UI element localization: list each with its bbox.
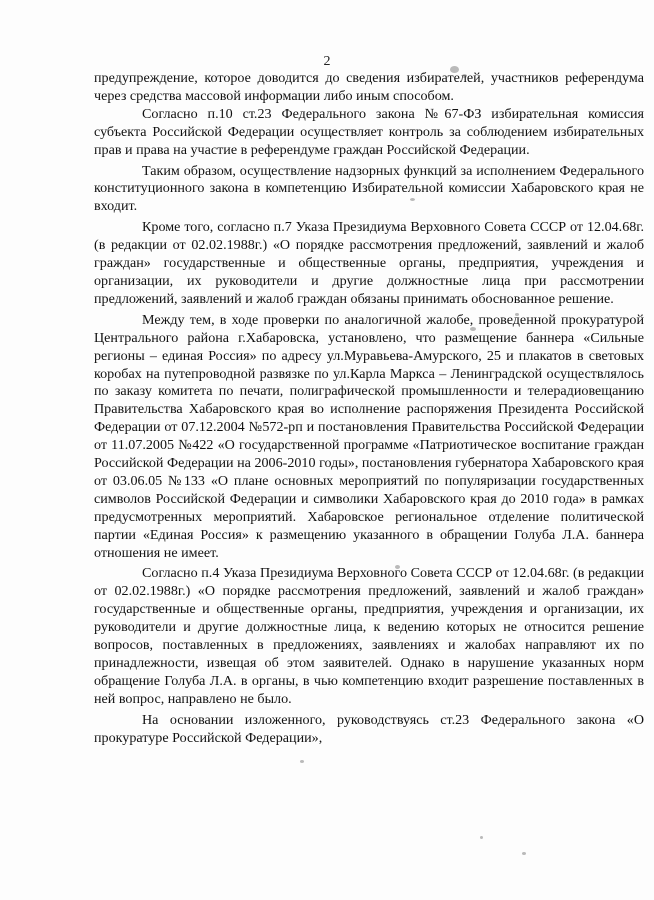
paragraph-final: На основании изложенного, руководствуясь ст.23 Федерального закона «О прокуратуре Российской Федерации», — [94, 711, 644, 746]
paragraph-continuation: предупреждение, которое доводится до сведения избирателей, участников референдума через средства массовой информации либо иным способом. — [94, 70, 644, 104]
page-number: 2 — [323, 54, 331, 69]
paragraph-electoral-commission: Согласно п.10 ст.23 Федерального закона №67-ФЗ избирательная комиссия субъекта Российской Федерации осуществляет контроль за соблюдением избирательных прав и права на участие в референдуме граждан Российской Федерации. — [94, 105, 644, 158]
paragraph-decree-p4: Согласно п.4 Указа Президиума Верховного Совета СССР от 12.04.68г. (в редакции от 02.02.1988г.) «О порядке рассмотрения предложений, заявлений и жалоб граждан» государственные и общественные органы, предприятия, учреждения и организации, их руководители и другие должностные лица, к ведению которых не относится решение вопросов, поставленных в предложениях, заявлениях и жалобах направляют их по принадлежности, извещая об этом заявителей. Однако в нарушение указанных норм обращение Голуба Л.А. в органы, в чью компетенцию входит разрешение поставленных в ней вопрос, направлено не было. — [94, 565, 644, 707]
paragraph-banner-investigation: Между тем, в ходе проверки по аналогичной жалобе, проведенной прокуратурой Центрального района г.Хабаровска, установлено, что размещение баннера «Сильные регионы – единая Россия» по адресу ул.Муравьева-Амурского, 25 и плакатов в световых коробах на путепроводной развязке по ул.Карла Маркса – Ленинградской осуществлялось по заказу комитета по печати, полиграфической промышленности и телерадиовещанию Правительства Хабаровского края во исполнение распоряжения Президента Российской Федерации от 07.12.2004 №572-рп и постановления Правительства Российской Федерации от 11.07.2005 №422 «О государственной программе «Патриотическое воспитание граждан Российской Федерации на 2006-2010 годы», постановления губернатора Хабаровского края от 03.06.05 №133 «О плане основных мероприятий по популяризации государственных символов Российской Федерации и символики Хабаровского края до 2010 года» в рамках предусмотренных мероприятий. Хабаровское региональное отделение политической партии «Единая Россия» к размещению указанного в обращении Голуба Л.А. баннера отношения не имеет. — [94, 311, 644, 561]
paragraph-conclusion: Таким образом, осуществление надзорных функций за исполнением Федерального конституционного закона в компетенцию Избирательной комиссии Хабаровского края не входит. — [94, 162, 644, 215]
document-body — [94, 70, 644, 748]
paragraph-decree-p7: Кроме того, согласно п.7 Указа Президиума Верховного Совета СССР от 12.04.68г. (в редакции от 02.02.1988г.) «О порядке рассмотрения предложений, заявлений и жалоб граждан» государственные и общественные органы, предприятия, учреждения и организации, их руководители и другие должностные лица при рассмотрении предложений, заявлений и жалоб граждан обязаны принимать обоснованное решение. — [94, 219, 644, 307]
